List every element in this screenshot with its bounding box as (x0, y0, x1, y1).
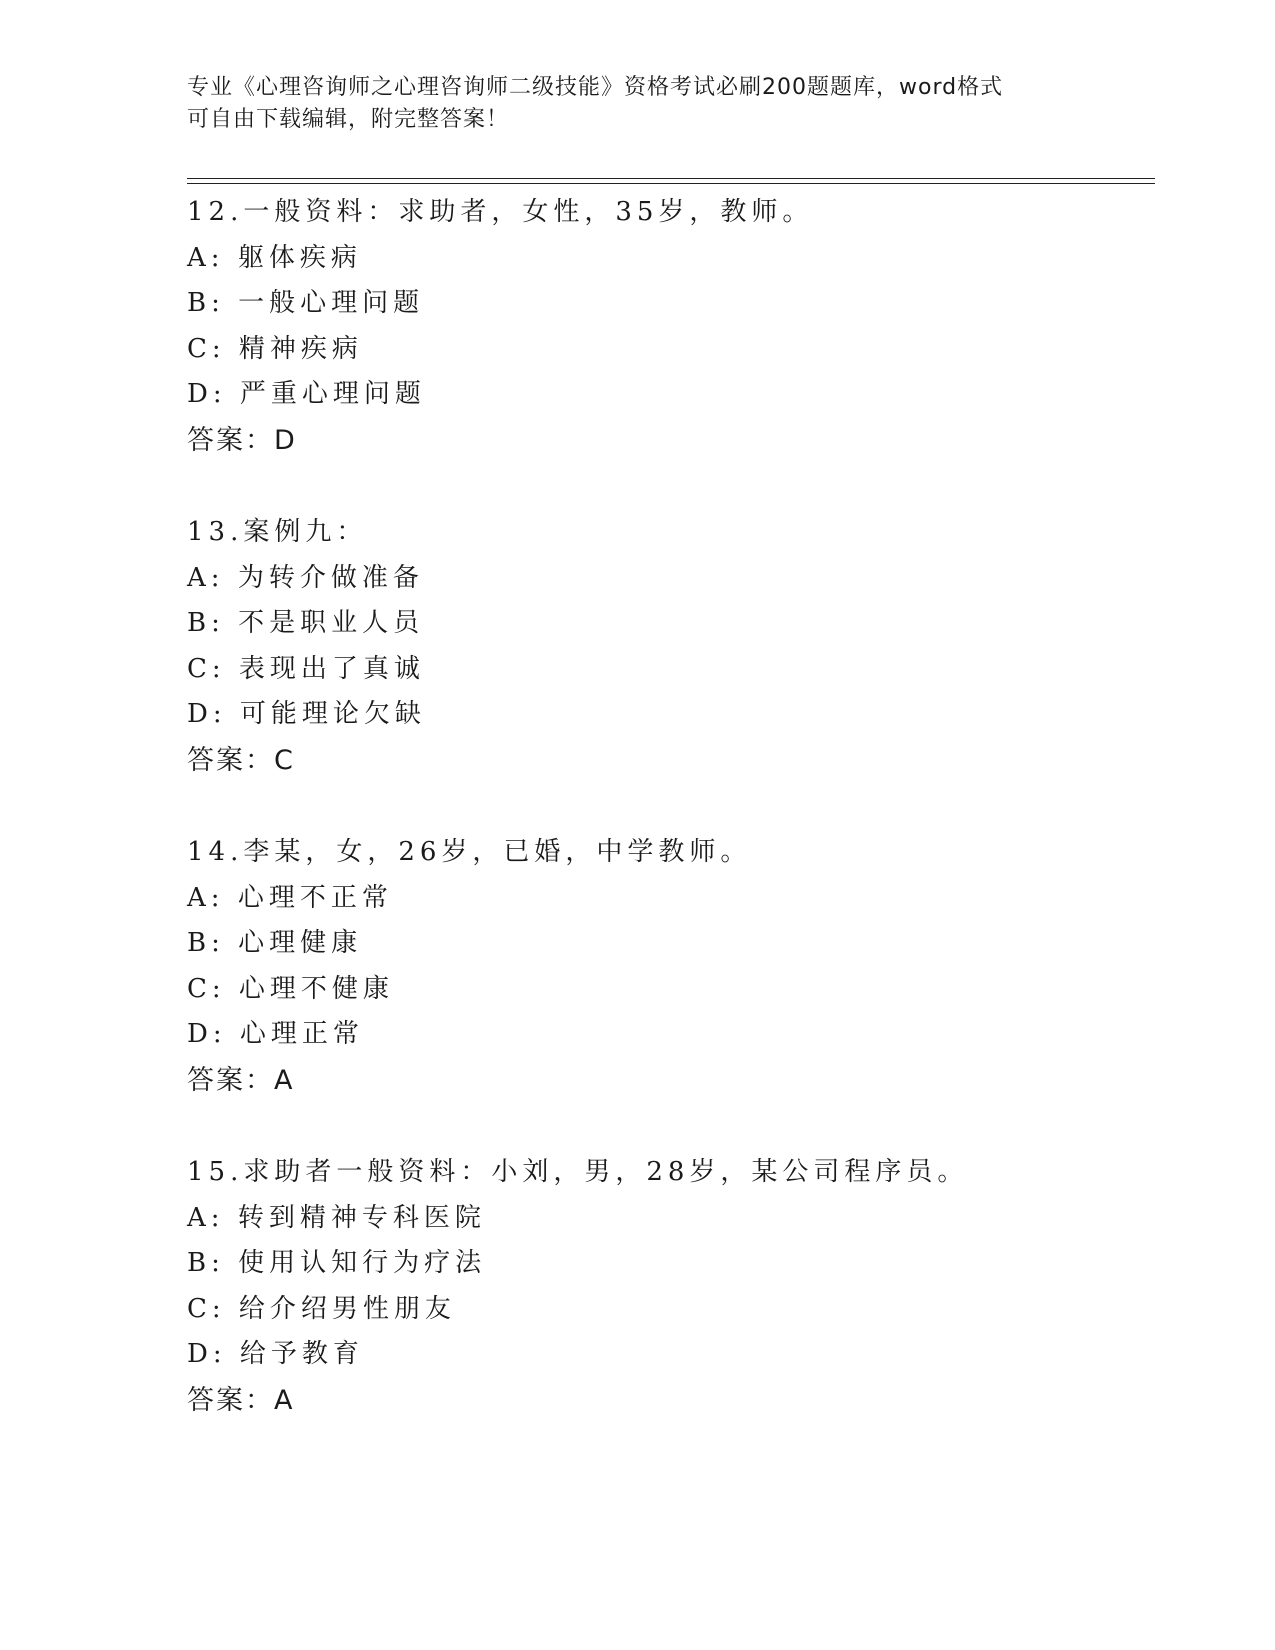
option-text: 表现出了真诚 (238, 653, 425, 684)
answer-label: 答案：D (187, 424, 297, 456)
header-rule-top (187, 178, 1155, 179)
option-text: 严重心理问题 (239, 379, 426, 409)
option-a (187, 1196, 1147, 1242)
option-b (187, 1241, 1147, 1287)
header-line-1: 专业《心理咨询师之心理咨询师二级技能》资格考试必刷200题题库，word格式 (187, 75, 1004, 100)
option-text: 躯体疾病 (237, 242, 362, 273)
question-stem: 12.一般资料：求助者，女性，35岁，教师。 (187, 197, 814, 227)
question-13 (187, 510, 1147, 830)
option-text: 精神疾病 (238, 333, 363, 364)
option-a (187, 236, 1147, 282)
option-a (187, 876, 1147, 922)
option-letter: D: (187, 379, 227, 409)
option-letter: D: (187, 699, 227, 729)
option-d (187, 372, 1147, 418)
option-text: 心理不正常 (237, 882, 393, 913)
document-header (187, 72, 1087, 136)
option-letter: C: (187, 973, 226, 1004)
option-letter: C: (187, 1293, 226, 1324)
option-letter: B: (187, 608, 225, 638)
option-letter: C: (187, 333, 226, 364)
option-text: 不是职业人员 (238, 608, 425, 638)
option-b (187, 921, 1147, 967)
question-14 (187, 830, 1147, 1150)
option-letter: D: (187, 1339, 227, 1369)
option-c (187, 327, 1147, 373)
answer-label: 答案：A (187, 1064, 295, 1096)
answer-label: 答案：A (187, 1384, 295, 1416)
question-15 (187, 1150, 1147, 1470)
header-rule-bottom (187, 183, 1155, 184)
question-12 (187, 190, 1147, 510)
option-c (187, 1287, 1147, 1333)
option-text: 心理不健康 (238, 973, 394, 1004)
option-letter: C: (187, 653, 226, 684)
option-c (187, 967, 1147, 1013)
option-text: 给予教育 (239, 1339, 364, 1369)
option-text: 使用认知行为疗法 (238, 1248, 487, 1278)
option-text: 为转介做准备 (237, 562, 424, 593)
option-letter: A: (187, 562, 225, 593)
question-stem: 14.李某，女，26岁，已婚，中学教师。 (187, 837, 752, 867)
option-letter: B: (187, 1248, 225, 1278)
option-letter: D: (187, 1019, 227, 1049)
option-text: 可能理论欠缺 (239, 699, 426, 729)
question-stem: 13.案例九： (187, 517, 368, 547)
question-list (187, 190, 1147, 1470)
option-d (187, 1012, 1147, 1058)
option-b (187, 281, 1147, 327)
option-text: 一般心理问题 (238, 288, 425, 318)
option-letter: B: (187, 288, 225, 318)
option-letter: A: (187, 882, 225, 913)
answer-label: 答案：C (187, 744, 295, 776)
option-b (187, 601, 1147, 647)
option-text: 给介绍男性朋友 (238, 1293, 456, 1324)
option-letter: A: (187, 242, 225, 273)
option-c (187, 647, 1147, 693)
option-text: 心理正常 (239, 1019, 364, 1049)
question-stem: 15.求助者一般资料：小刘，男，28岁，某公司程序员。 (187, 1157, 969, 1187)
option-text: 心理健康 (238, 928, 363, 958)
option-letter: B: (187, 928, 225, 958)
option-text: 转到精神专科医院 (237, 1202, 486, 1233)
option-d (187, 692, 1147, 738)
option-d (187, 1332, 1147, 1378)
option-letter: A: (187, 1202, 225, 1233)
option-a (187, 556, 1147, 602)
header-line-2: 可自由下载编辑，附完整答案！ (187, 107, 510, 132)
